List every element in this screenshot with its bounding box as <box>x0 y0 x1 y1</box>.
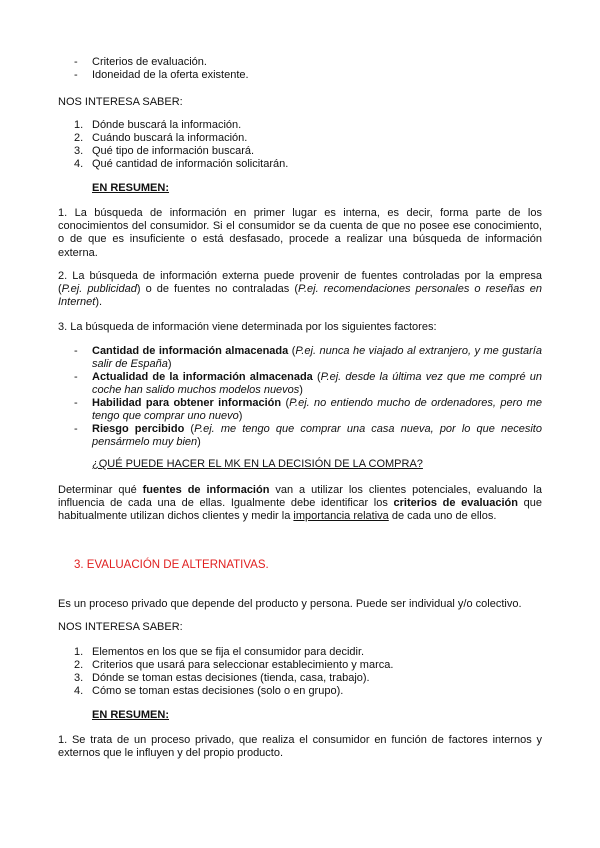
factor-text: Cantidad de información almacenada (P.ej. nunca he viajado al extranjero, y me gustaría salir de España) <box>92 345 542 370</box>
resumen-paragraph-2: 2. La búsqueda de información externa puede provenir de fuentes controladas por la empresa (P.ej. publicidad) o de fuentes no contraladas (P.ej. recomendaciones personales o reseñas en Internet). <box>58 270 542 309</box>
list-item-text: Elementos en los que se fija el consumidor para decidir. <box>92 646 365 658</box>
section-heading: 3. EVALUACIÓN DE ALTERNATIVAS. <box>74 559 269 571</box>
dash-bullet: - <box>74 56 78 68</box>
factor-text: Riesgo percibido (P.ej. me tengo que comprar una casa nueva, por lo que necesito pensármelo muy bien) <box>92 423 542 448</box>
interes-label: NOS INTERESA SABER: <box>58 621 183 633</box>
section-intro: Es un proceso privado que depende del producto y persona. Puede ser individual y/o colectivo. <box>58 598 522 610</box>
list-item-text: Criterios que usará para seleccionar establecimiento y marca. <box>92 659 394 671</box>
list-item-text: Cuándo buscará la información. <box>92 132 248 144</box>
list-item: - Actualidad de la información almacenada (P.ej. desde la última vez que me compré un coche han salido muchos modelos nuevos) <box>74 371 542 396</box>
list-item-text: Qué tipo de información buscará. <box>92 145 255 157</box>
list-item: - Cantidad de información almacenada (P.ej. nunca he viajado al extranjero, y me gustaría salir de España) <box>74 345 542 370</box>
list-item: - Riesgo percibido (P.ej. me tengo que comprar una casa nueva, por lo que necesito pensármelo muy bien) <box>74 423 542 448</box>
list-item: - Habilidad para obtener información (P.ej. no entiendo mucho de ordenadores, pero me tengo que comprar uno nuevo) <box>74 397 542 422</box>
mk-question-heading: ¿QUÉ PUEDE HACER EL MK EN LA DECISIÓN DE LA COMPRA? <box>92 458 423 470</box>
list-item-text: Dónde buscará la información. <box>92 119 242 131</box>
list-item-text: Cómo se toman estas decisiones (solo o en grupo). <box>92 685 344 697</box>
list-item-text: Idoneidad de la oferta existente. <box>92 69 249 81</box>
list-item-text: Criterios de evaluación. <box>92 56 207 68</box>
list-item-text: Qué cantidad de información solicitarán. <box>92 158 289 170</box>
mk-answer-paragraph: Determinar qué fuentes de información van a utilizar los clientes potenciales, evaluando la influencia de cada una de ellas. Igualmente debe identificar los criterios de evaluación que habitualmente utilizan dichos clientes y medir la importancia relativa de cada uno de ellos. <box>58 484 542 523</box>
resumen-paragraph-1: 1. Se trata de un proceso privado, que realiza el consumidor en función de factores internos y externos que le influyen y del propio producto. <box>58 734 542 760</box>
document-page: - Criterios de evaluación. - Idoneidad de la oferta existente. NOS INTERESA SABER: 1. Dónde buscará la información. 2. Cuándo buscará la información. 3. Qué tipo de información buscará. 4. Qué cantidad de información solicitarán. EN RESUMEN: 1. La búsqueda de información en primer lugar es interna, es decir, forma parte de los conocimientos del consumidor. Si el consumidor se da cuenta de que no posee ese conocimiento, o de que es insuficiente o está desfasado, procede a realizar una búsqueda de información externa. 2. La búsqueda de información externa puede provenir de fuentes controladas por la empresa (P.ej. publicidad) o de fuentes no contraladas (P.ej. recomendaciones personales o reseñas en Internet). 3. La búsqueda de información viene determinada por los siguientes factores: - Cantidad de información almacenada (P.ej. nunca he viajado al extranjero, y me gustaría salir de España) - Actualidad de la información almacenada (P.ej. desde la última vez que me compré un coche han salido muchos modelos nuevos) - Habilidad para obtener información (P.ej. no entiendo mucho de ordenadores, pero me tengo que comprar uno nuevo) - Riesgo percibido (P.ej. me tengo que comprar una casa nueva, por lo que necesito pensármelo muy bien) ¿QUÉ PUEDE HACER EL MK EN LA DECISIÓN DE LA COMPRA? Determinar qué fuentes de información van a utilizar los clientes potenciales, evaluando la influencia de cada una de ellas. Igualmente debe identificar los criterios de evaluación que habitualmente utilizan dichos clientes y medir la importancia relativa de cada uno de ellos. 3. EVALUACIÓN DE ALTERNATIVAS. Es un proceso privado que depende del producto y persona. Puede ser individual y/o colectivo. NOS INTERESA SABER: 1. Elementos en los que se fija el consumidor para decidir. 2. Criterios que usará para seleccionar establecimiento y marca. 3. Dónde se toman estas decisiones (tienda, casa, trabajo). 4. Cómo se toman estas decisiones (solo o en grupo). EN RESUMEN: 1. Se trata de un proceso privado, que realiza el consumidor en función de factores internos y externos que le influyen y del propio producto. <box>0 0 600 848</box>
resumen-paragraph-3: 3. La búsqueda de información viene determinada por los siguientes factores: <box>58 321 437 333</box>
resumen-heading: EN RESUMEN: <box>92 182 170 194</box>
list-item-text: Dónde se toman estas decisiones (tienda, casa, trabajo). <box>92 672 370 684</box>
resumen-heading: EN RESUMEN: <box>92 709 170 721</box>
dash-bullet: - <box>74 69 78 81</box>
factor-text: Actualidad de la información almacenada (P.ej. desde la última vez que me compré un coche han salido muchos modelos nuevos) <box>92 371 542 396</box>
resumen-paragraph-1: 1. La búsqueda de información en primer lugar es interna, es decir, forma parte de los conocimientos del consumidor. Si el consumidor se da cuenta de que no posee ese conocimiento, o de que es insuficiente o está desfasado, procede a realizar una búsqueda de información externa. <box>58 207 542 259</box>
interes-label: NOS INTERESA SABER: <box>58 96 183 108</box>
factor-text: Habilidad para obtener información (P.ej. no entiendo mucho de ordenadores, pero me tengo que comprar uno nuevo) <box>92 397 542 422</box>
